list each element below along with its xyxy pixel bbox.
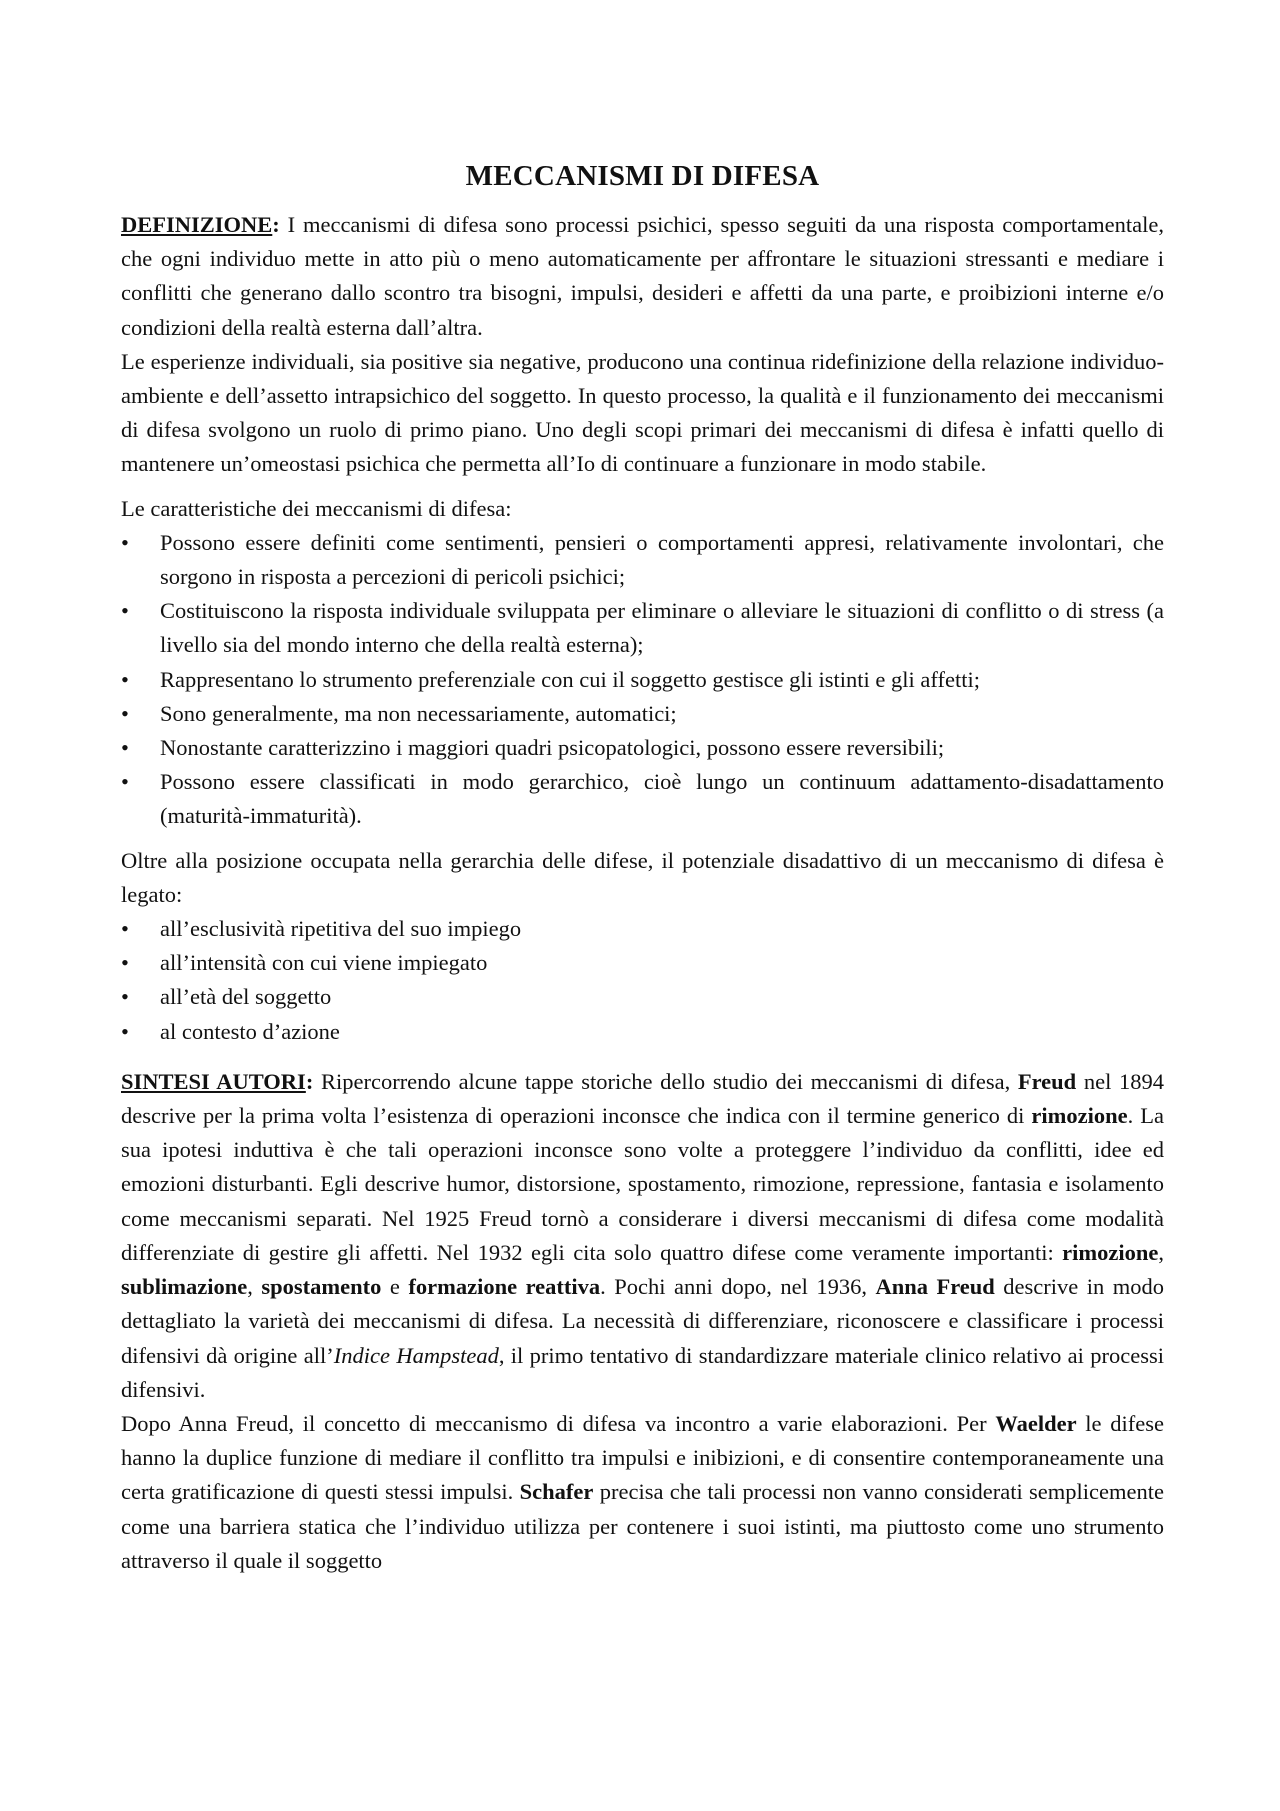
list-item: • Costituiscono la risposta individuale sviluppata per eliminare o alleviare le situazioni di conflitto o di stress (a livello sia del mondo interno che della realtà esterna); xyxy=(121,594,1164,662)
characteristics-intro: Le caratteristiche dei meccanismi di difesa: xyxy=(121,495,512,521)
text-run: le difese hanno la duplice funzione di mediare il conflitto tra impulsi e inibizioni, e di consentire contemporaneamente una certa gratificazione di questi stessi impulsi. xyxy=(121,1410,1164,1505)
term-rimozione: rimozione xyxy=(1062,1239,1159,1265)
term-rimozione: rimozione xyxy=(1031,1103,1128,1129)
definition-paragraph xyxy=(121,208,1164,345)
definition-label: DEFINIZIONE xyxy=(121,212,273,237)
term-formazione-reattiva: formazione reattiva xyxy=(408,1274,601,1300)
definition-colon: : xyxy=(272,212,280,237)
term-indice-hampstead: Indice Hampstead xyxy=(333,1342,499,1368)
authors-paragraph xyxy=(121,1065,1164,1407)
list-item: • Rappresentano lo strumento preferenziale con cui il soggetto gestisce gli istinti e gli affetti; xyxy=(121,663,1164,697)
text-run: e xyxy=(381,1274,409,1300)
text-run: . La sua ipotesi induttiva è che tali operazioni inconsce sono volte a proteggere l’individuo da conflitti, idee ed emozioni disturbanti. Egli descrive humor, distorsione, spostamento, rimozione, repressione, fantasia e isolamento come meccanismi separati. Nel 1925 Freud tornò a considerare i diversi meccanismi di difesa come modalità differenziate di gestire gli affetti. Nel 1932 egli cita solo quattro difese come veramente importanti: xyxy=(121,1103,1164,1265)
text-run: Dopo Anna Freud, il concetto di meccanismo di difesa va incontro a varie elaborazioni. Per xyxy=(121,1410,996,1436)
text-run: Ripercorrendo alcune tappe storiche dello studio dei meccanismi di difesa, xyxy=(313,1068,1018,1094)
definition-text: I meccanismi di difesa sono processi psichici, spesso seguiti da una risposta comportamentale, che ogni individuo mette in atto più o meno automaticamente per affrontare le situazioni stressanti e mediare i conflitti che generano dallo scontro tra bisogni, impulsi, desideri e affetti da una parte, e proibizioni interne e/o condizioni della realtà esterna dall’altra. xyxy=(121,212,1164,340)
text-run: . Pochi anni dopo, nel 1936, xyxy=(600,1274,876,1300)
text-run: precisa che tali processi non vanno considerati semplicemente come una barriera statica che l’individuo utilizza per contenere i suoi istinti, ma piuttosto come uno strumento attraverso il quale il soggetto xyxy=(121,1479,1164,1573)
list-item: • Nonostante caratterizzino i maggiori quadri psicopatologici, possono essere reversibili; xyxy=(121,731,1164,765)
author-schafer: Schafer xyxy=(519,1479,594,1505)
author-freud: Freud xyxy=(1017,1068,1077,1094)
authors-colon: : xyxy=(305,1068,314,1094)
authors-label: SINTESI AUTORI xyxy=(121,1068,306,1094)
authors-paragraph-2 xyxy=(121,1407,1164,1578)
text-run: , xyxy=(1158,1239,1164,1265)
text-run: , xyxy=(247,1274,262,1300)
list-item: • all’età del soggetto xyxy=(121,980,1164,1014)
author-waelder: Waelder xyxy=(995,1410,1077,1436)
list-item: • all’esclusività ripetitiva del suo impiego xyxy=(121,912,1164,946)
characteristics-list xyxy=(121,526,1164,834)
list-item: • all’intensità con cui viene impiegato xyxy=(121,946,1164,980)
text-run: nel 1894 descrive per la prima volta l’esistenza di operazioni inconsce che indica con il termine generico di xyxy=(121,1068,1164,1129)
text-run: descrive in modo dettagliato la varietà dei meccanismi di difesa. La necessità di differenziare, riconoscere e classificare i processi difensivi dà origine all’ xyxy=(121,1274,1164,1368)
page-title: MECCANISMI DI DIFESA xyxy=(465,160,820,192)
maladaptive-intro: Oltre alla posizione occupata nella gerarchia delle difese, il potenziale disadattivo di un meccanismo di difesa è legato: xyxy=(121,847,1164,907)
text-run: , il primo tentativo di standardizzare materiale clinico relativo ai processi difensivi. xyxy=(121,1342,1164,1402)
maladaptive-list xyxy=(121,912,1164,1049)
list-item: • Possono essere definiti come sentimenti, pensieri o comportamenti appresi, relativamente involontari, che sorgono in risposta a percezioni di pericoli psichici; xyxy=(121,526,1164,594)
author-anna-freud: Anna Freud xyxy=(875,1274,995,1300)
list-item: • al contesto d’azione xyxy=(121,1015,1164,1049)
experience-paragraph: Le esperienze individuali, sia positive sia negative, producono una continua ridefinizione della relazione individuo-ambiente e dell’assetto intrapsichico del soggetto. In questo processo, la qualità e il funzionamento dei meccanismi di difesa svolgono un ruolo di primo piano. Uno degli scopi primari dei meccanismi di difesa è infatti quello di mantenere un’omeostasi psichica che permetta all’Io di continuare a funzionare in modo stabile. xyxy=(121,348,1164,477)
term-spostamento: spostamento xyxy=(261,1274,382,1300)
list-item: • Possono essere classificati in modo gerarchico, cioè lungo un continuum adattamento-disadattamento (maturità-immaturità). xyxy=(121,765,1164,833)
list-item: • Sono generalmente, ma non necessariamente, automatici; xyxy=(121,697,1164,731)
term-sublimazione: sublimazione xyxy=(121,1274,248,1300)
